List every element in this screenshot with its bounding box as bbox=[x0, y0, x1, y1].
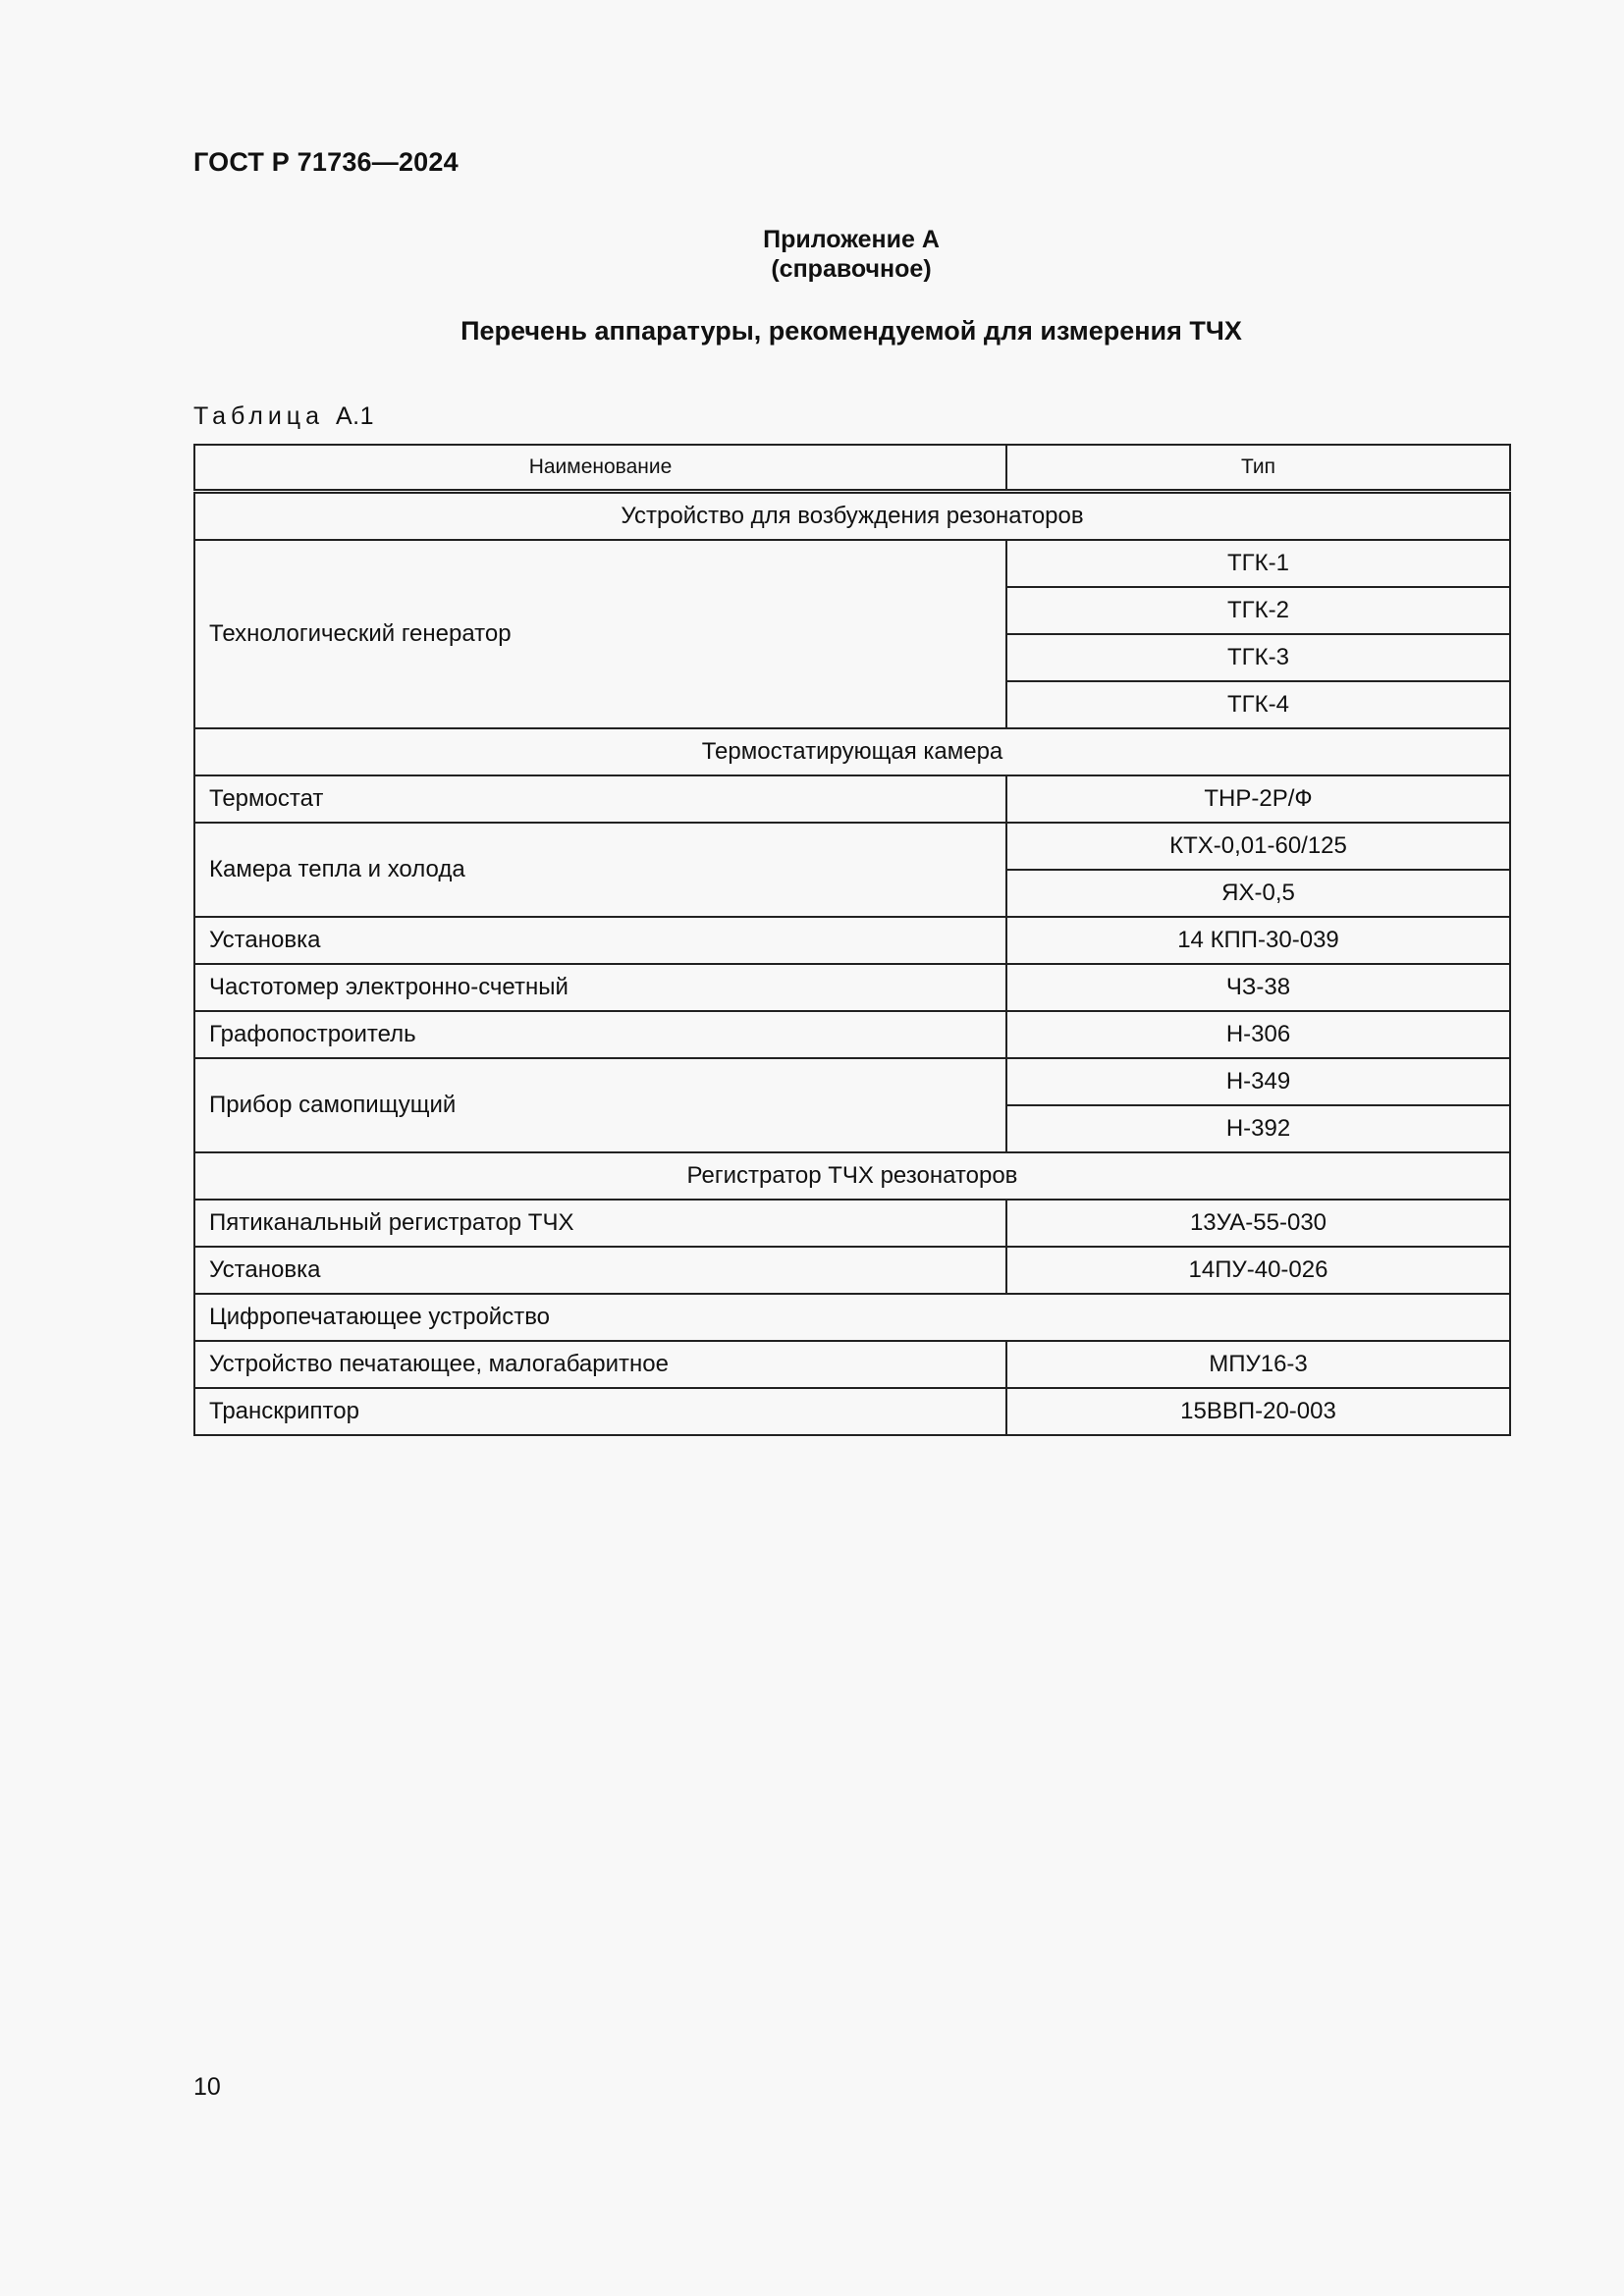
table-row bbox=[194, 1247, 1510, 1294]
equipment-type: Н-392 bbox=[1006, 1105, 1510, 1152]
equipment-name: Частотомер электронно-счетный bbox=[194, 964, 1006, 1011]
equipment-type: 14 КПП-30-039 bbox=[1006, 917, 1510, 964]
equipment-table bbox=[193, 444, 1511, 1436]
equipment-type: КТХ-0,01-60/125 bbox=[1006, 823, 1510, 870]
document-code: ГОСТ Р 71736—2024 bbox=[193, 147, 459, 177]
equipment-type: МПУ16-3 bbox=[1006, 1341, 1510, 1388]
equipment-name: Транскриптор bbox=[194, 1388, 1006, 1435]
equipment-name: Графопостроитель bbox=[194, 1011, 1006, 1058]
equipment-type: ТГК-3 bbox=[1006, 634, 1510, 681]
equipment-name: Прибор самопищущий bbox=[194, 1058, 1006, 1152]
section-heading: Устройство для возбуждения резонаторов bbox=[194, 492, 1510, 541]
table-row bbox=[194, 1058, 1510, 1105]
table-row bbox=[194, 1011, 1510, 1058]
subsection-heading-row bbox=[194, 1294, 1510, 1341]
equipment-type: 15ВВП-20-003 bbox=[1006, 1388, 1510, 1435]
table-row bbox=[194, 1388, 1510, 1435]
table-row bbox=[194, 540, 1510, 587]
table-label-number: А.1 bbox=[335, 402, 375, 430]
equipment-type: ТНР-2Р/Ф bbox=[1006, 775, 1510, 823]
equipment-type: ТГК-1 bbox=[1006, 540, 1510, 587]
equipment-name: Технологический генератор bbox=[194, 540, 1006, 728]
equipment-name: Термостат bbox=[194, 775, 1006, 823]
equipment-type: 14ПУ-40-026 bbox=[1006, 1247, 1510, 1294]
table-row bbox=[194, 775, 1510, 823]
section-heading: Регистратор ТЧХ резонаторов bbox=[194, 1152, 1510, 1200]
column-header-name: Наименование bbox=[194, 445, 1006, 492]
equipment-type: ТГК-4 bbox=[1006, 681, 1510, 728]
section-heading-row bbox=[194, 728, 1510, 775]
equipment-type: Н-306 bbox=[1006, 1011, 1510, 1058]
table-label-word: Таблица bbox=[193, 402, 325, 430]
table-row bbox=[194, 823, 1510, 870]
table-row bbox=[194, 1200, 1510, 1247]
equipment-type: ТГК-2 bbox=[1006, 587, 1510, 634]
section-heading-row bbox=[194, 492, 1510, 541]
page-number: 10 bbox=[193, 2073, 221, 2101]
section-heading: Термостатирующая камера bbox=[194, 728, 1510, 775]
equipment-name: Пятиканальный регистратор ТЧХ bbox=[194, 1200, 1006, 1247]
column-header-type: Тип bbox=[1006, 445, 1510, 492]
equipment-type: Н-349 bbox=[1006, 1058, 1510, 1105]
equipment-name: Устройство печатающее, малогабаритное bbox=[194, 1341, 1006, 1388]
equipment-type: 13УА-55-030 bbox=[1006, 1200, 1510, 1247]
equipment-name: Установка bbox=[194, 917, 1006, 964]
table-header-row bbox=[194, 445, 1510, 492]
equipment-name: Установка bbox=[194, 1247, 1006, 1294]
equipment-type: ЯХ-0,5 bbox=[1006, 870, 1510, 917]
appendix-kind: (справочное) bbox=[771, 255, 932, 283]
equipment-type: ЧЗ-38 bbox=[1006, 964, 1510, 1011]
subsection-heading: Цифропечатающее устройство bbox=[194, 1294, 1510, 1341]
section-heading-row bbox=[194, 1152, 1510, 1200]
table-row bbox=[194, 1341, 1510, 1388]
appendix-heading: Перечень аппаратуры, рекомендуемой для измерения ТЧХ bbox=[460, 316, 1242, 346]
equipment-name: Камера тепла и холода bbox=[194, 823, 1006, 917]
appendix-title: Приложение А bbox=[763, 226, 940, 253]
table-label bbox=[193, 402, 374, 431]
table-row bbox=[194, 917, 1510, 964]
table-row bbox=[194, 964, 1510, 1011]
